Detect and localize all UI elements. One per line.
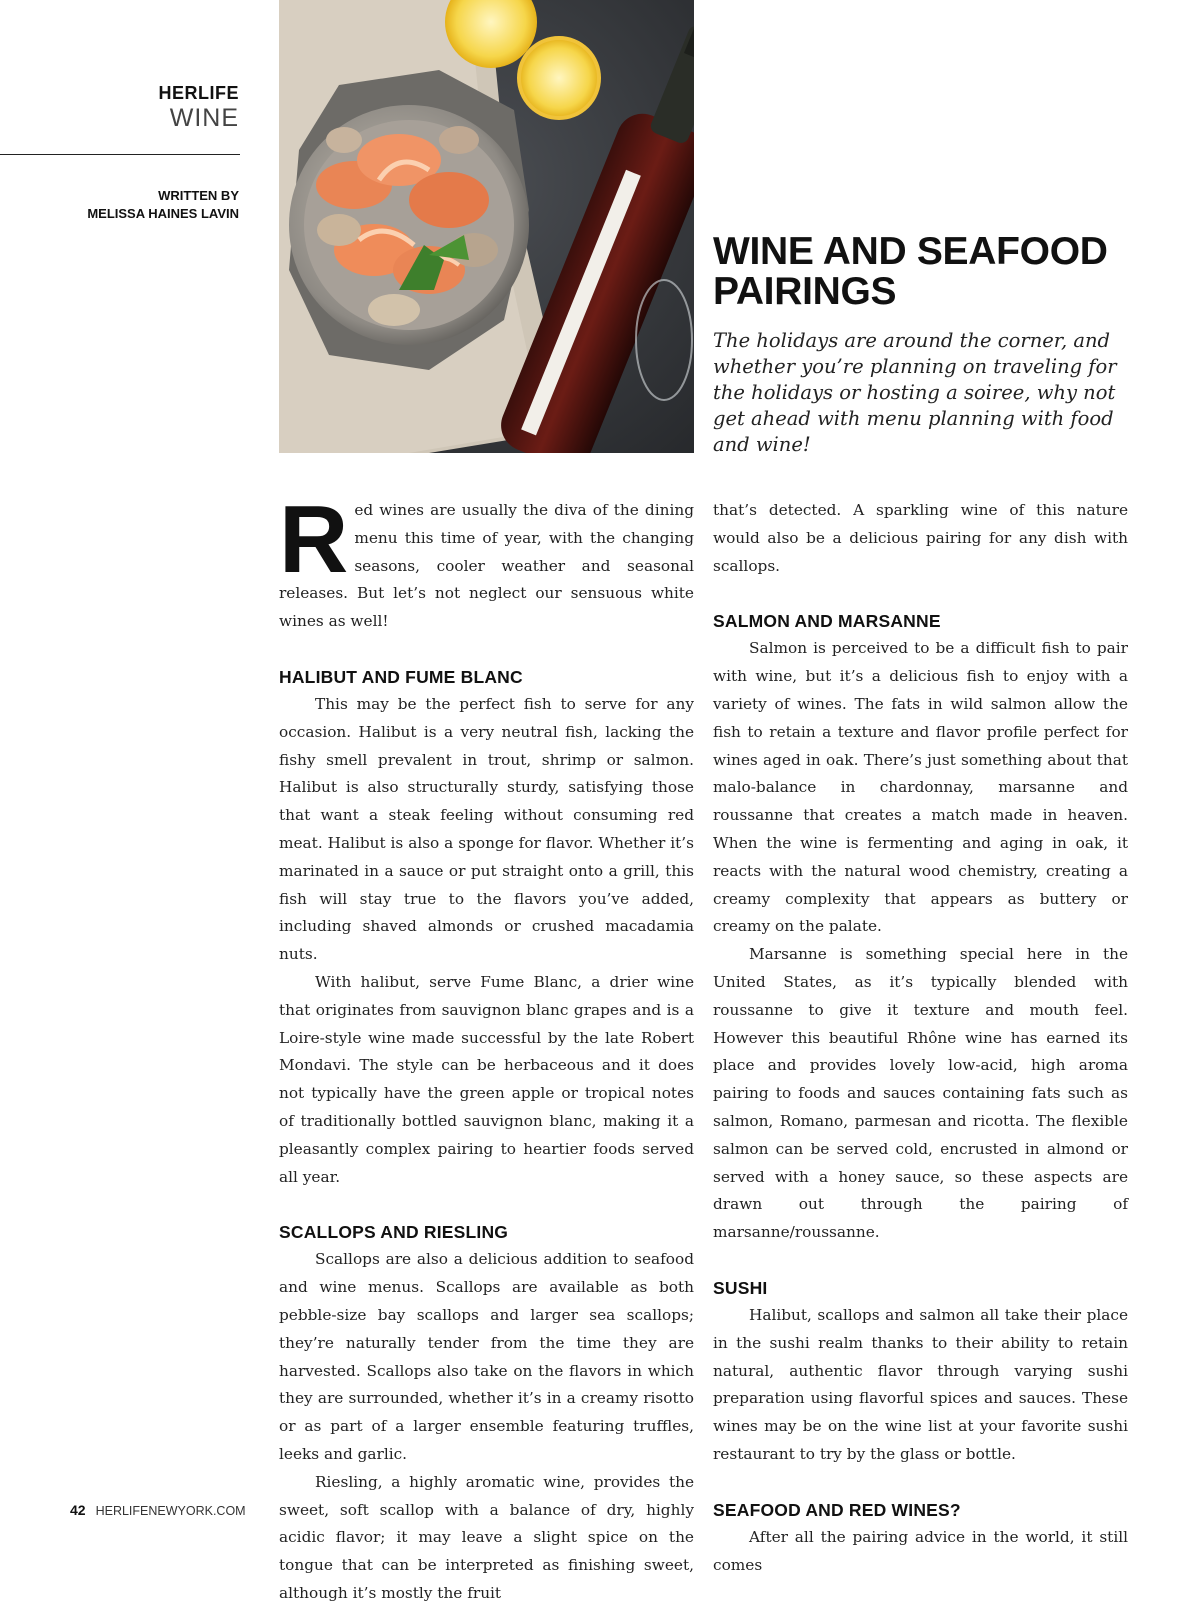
intro-paragraph: [279, 486, 694, 636]
intro-text: ed wines are usually the diva of the dining menu this time of year, with the changing seasons, cooler weather and seasonal releases. But let’s not neglect our sensuous white wines as well!: [279, 501, 694, 631]
page-footer: [70, 1502, 246, 1518]
section-label: [158, 82, 239, 132]
byline-author: MELISSA HAINES LAVIN: [87, 206, 239, 221]
body-paragraph: After all the pairing advice in the world, it still comes: [713, 1527, 1128, 1574]
section-heading-scallops: SCALLOPS AND RIESLING: [279, 1222, 509, 1243]
byline-label: WRITTEN BY: [158, 188, 239, 203]
site-url: HERLIFENEWYORK.COM: [95, 1504, 246, 1518]
body-paragraph: Halibut, scallops and salmon all take their place in the sushi realm thanks to their ability to retain natural, authentic flavor through varying sushi preparation using flavorful spices and sauces. These wines may be on the wine list at your favorite sushi restaurant to try by the glass or bottle.: [713, 1305, 1128, 1463]
hero-image: [279, 0, 694, 453]
page-number: 42: [70, 1502, 86, 1518]
drop-cap: R: [279, 486, 349, 593]
section-subtitle: WINE: [169, 104, 239, 132]
body-paragraph: This may be the perfect fish to serve for any occasion. Halibut is a very neutral fish, lacking the fishy smell prevalent in trout, shrimp or salmon. Halibut is also structurally sturdy, satisfying those that want a steak feeling without consuming red meat. Halibut is also a sponge for flavor. Whether it’s marinated in a sauce or put straight onto a grill, this fish will stay true to the flavors you’ve added, including shaved almonds or crushed macadamia nuts.: [279, 694, 694, 964]
article-headline: WINE AND SEAFOOD PAIRINGS: [713, 230, 1108, 313]
article-deck: The holidays are around the corner, and whether you’re planning on traveling for the holidays or hosting a soiree, why not get ahead with menu planning with food and wine!: [713, 329, 1117, 456]
section-heading-salmon: SALMON AND MARSANNE: [713, 611, 941, 632]
body-column-right: [713, 497, 1128, 1579]
body-paragraph: With halibut, serve Fume Blanc, a drier wine that originates from sauvignon blanc grapes and is a Loire-style wine made successful by the late Robert Mondavi. The style can be herbaceous and it does not typically have the green apple or tropical notes of traditionally bottled sauvignon blanc, making it a pleasantly complex pairing to heartier foods served all year.: [279, 972, 694, 1186]
body-paragraph: Scallops are also a delicious addition to seafood and wine menus. Scallops are available as both pebble-size bay scallops and larger sea scallops; they’re naturally tender from the time they are harvested. Scallops also take on the flavors in which they are surrounded, whether it’s in a creamy risotto or as part of a larger ensemble featuring truffles, leeks and garlic.: [279, 1250, 694, 1463]
body-paragraph-continued: that’s detected. A sparkling wine of this nature would also be a delicious pairing for any dish with scallops.: [713, 501, 1128, 575]
byline: [87, 187, 239, 223]
divider: [0, 154, 240, 155]
section-heading-sushi: SUSHI: [713, 1277, 768, 1298]
body-paragraph: Riesling, a highly aromatic wine, provides the sweet, soft scallop with a balance of dry, highly acidic flavor; it may leave a slight spice on the tongue that can be interpreted as finishing sweet, although it’s mostly the fruit: [279, 1472, 694, 1602]
section-heading-red-wines: SEAFOOD AND RED WINES?: [713, 1499, 961, 1520]
body-paragraph: Marsanne is something special here in the United States, as it’s typically blended with roussanne to give it texture and mouth feel. However this beautiful Rhône wine has earned its place and provides lovely low-acid, high aroma pairing to foods and sauces containing fats such as salmon, Romano, parmesan and ricotta. The flexible salmon can be served cold, encrusted in almond or served with a honey sauce, so these aspects are drawn out through the pairing of marsanne/roussanne.: [713, 945, 1128, 1242]
body-paragraph: Salmon is perceived to be a difficult fish to pair with wine, but it’s a delicious fish to enjoy with a variety of wines. The fats in wild salmon allow the fish to retain a texture and flavor profile perfect for wines aged in oak. There’s just something about that malo-balance in chardonnay, marsanne and roussanne that creates a match made in heaven. When the wine is fermenting and aging in oak, it reacts with the natural wood chemistry, creating a creamy complexity that appears as buttery or creamy on the palate.: [713, 639, 1128, 936]
body-column-left: [279, 486, 694, 1608]
section-title: HERLIFE: [158, 83, 239, 103]
section-heading-halibut: HALIBUT AND FUME BLANC: [279, 666, 523, 687]
